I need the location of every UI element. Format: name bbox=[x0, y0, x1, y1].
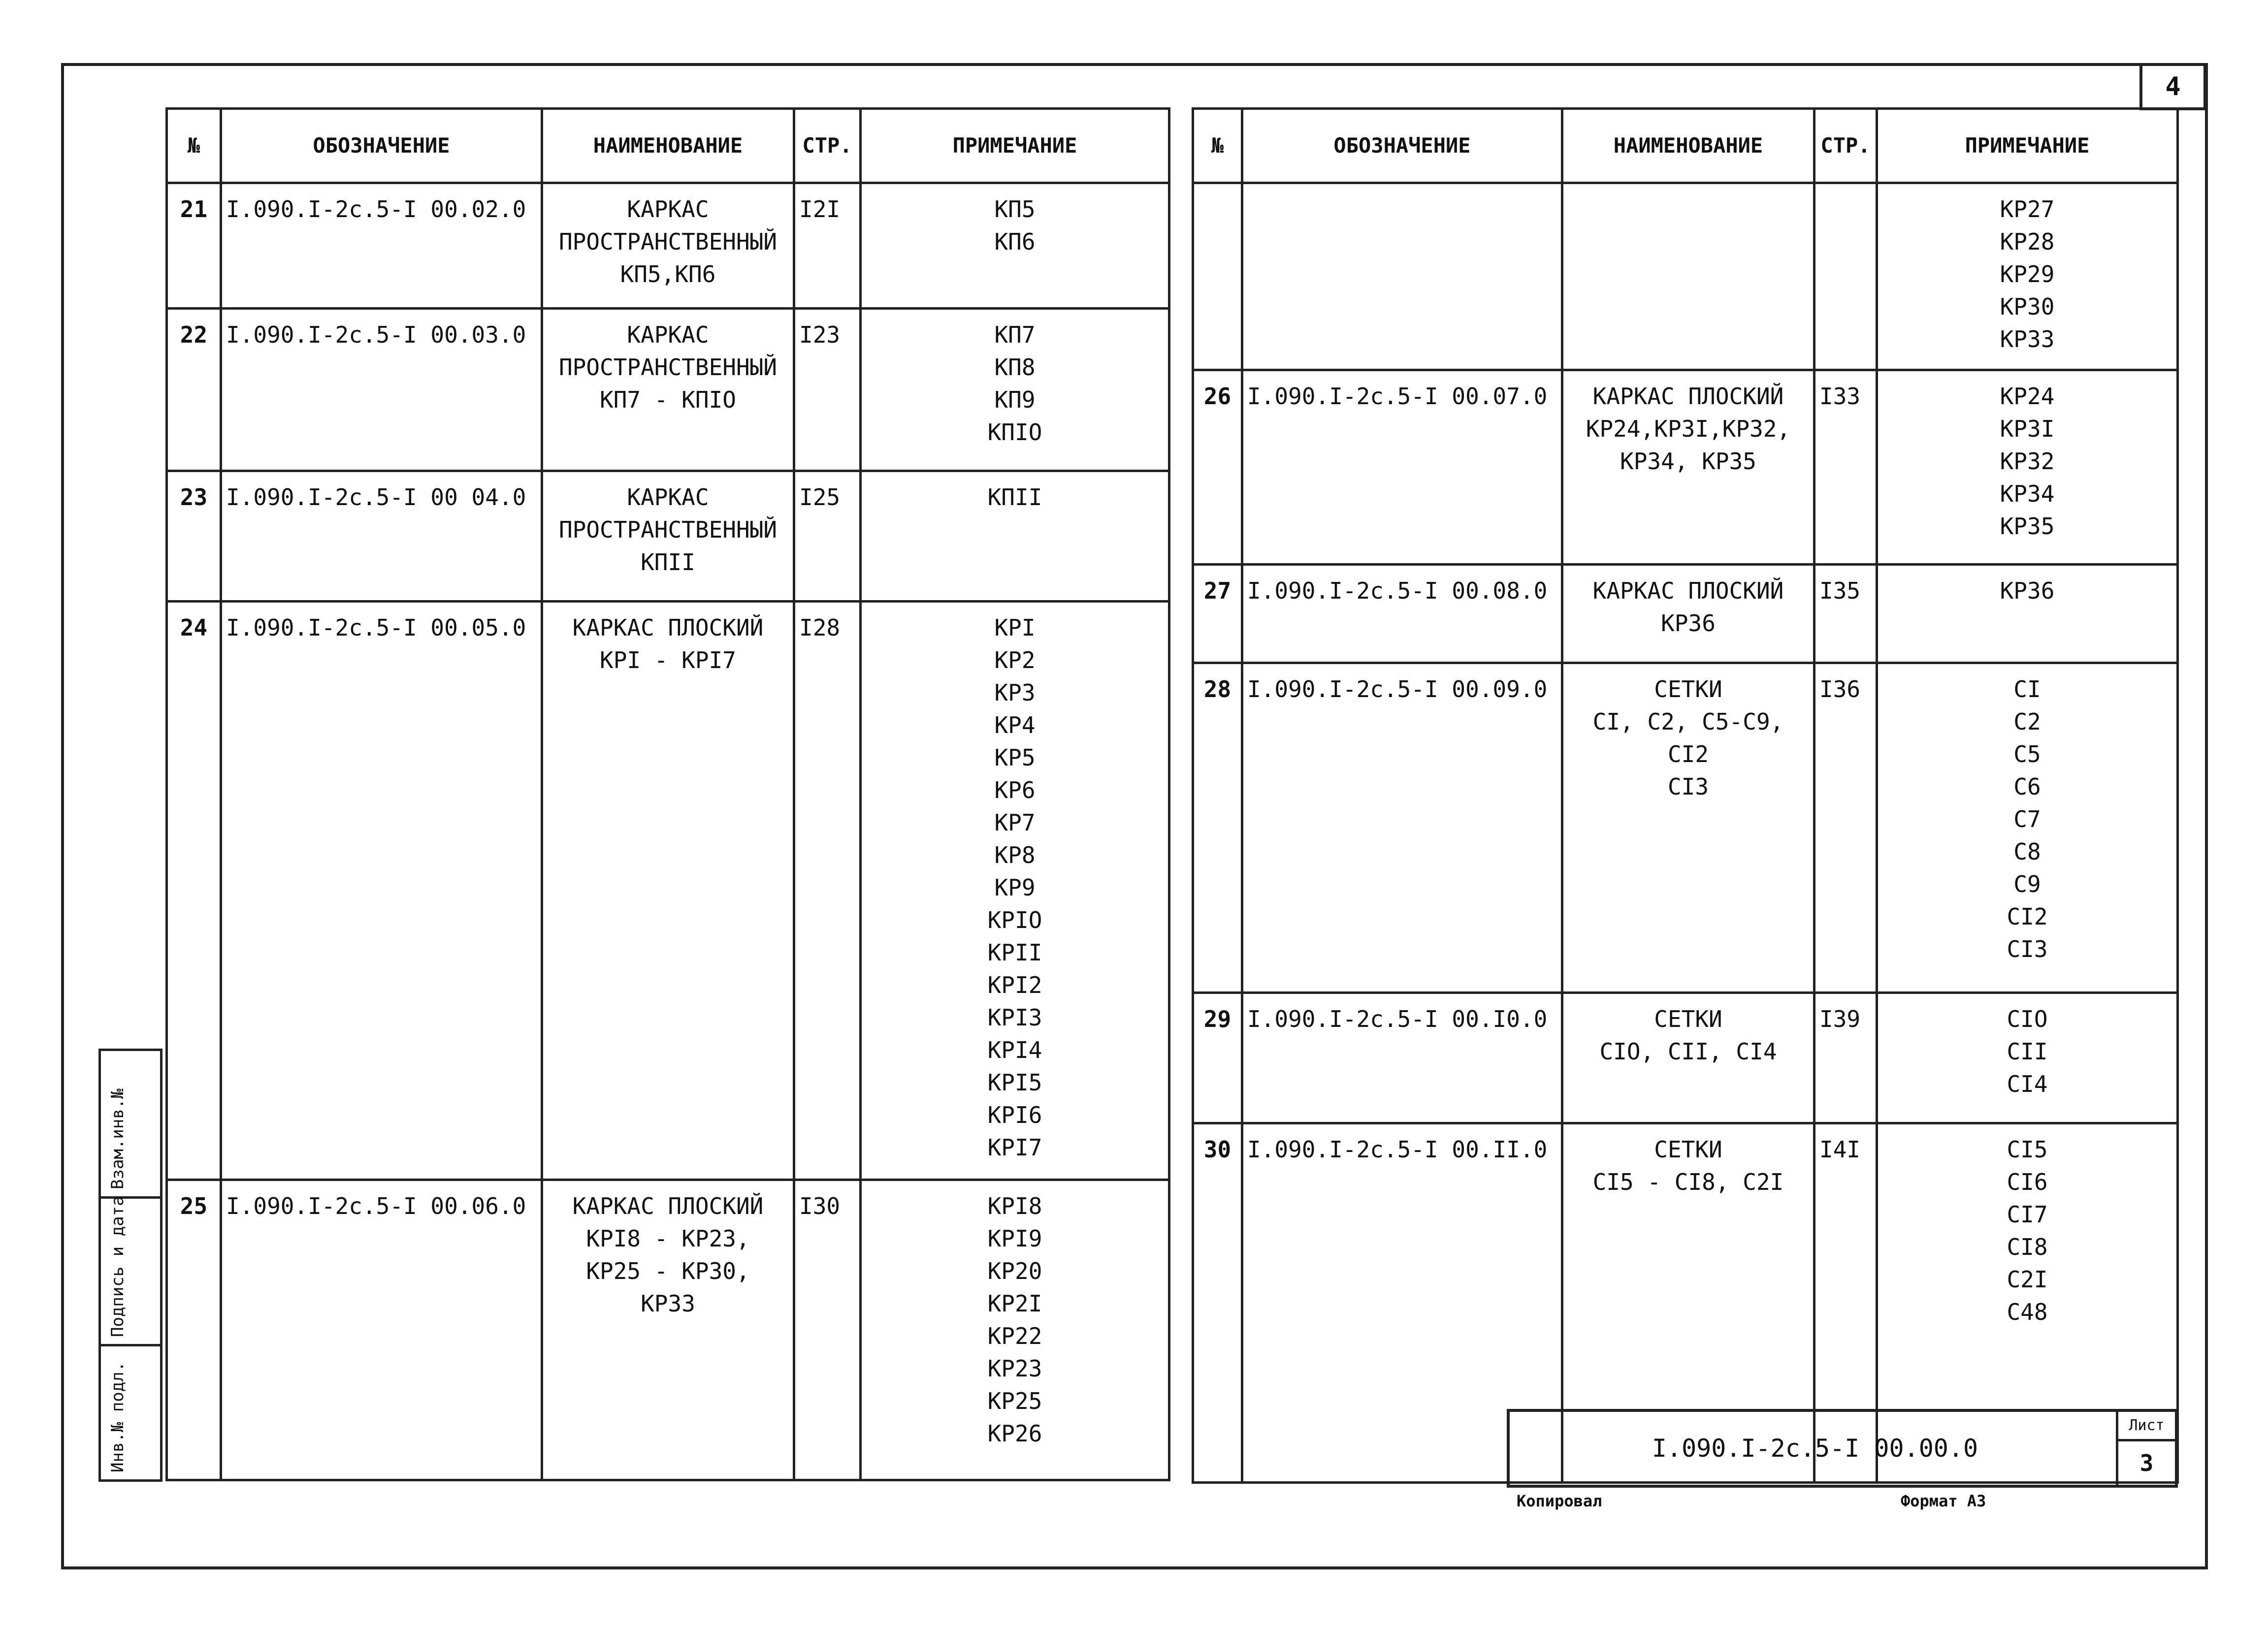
side-stamp-cell bbox=[101, 1346, 160, 1479]
row-name-line: КР36 bbox=[1661, 610, 1716, 637]
row-note-item: КР6 bbox=[994, 777, 1036, 803]
row-number: 28 bbox=[1193, 663, 1242, 993]
row-note-item: КР3 bbox=[994, 679, 1036, 706]
row-note-item: КП6 bbox=[994, 228, 1036, 255]
row-designation: I.090.I-2c.5-I 00.02.0 bbox=[221, 183, 542, 309]
row-name bbox=[1562, 183, 1814, 370]
row-name-line: СI5 - СI8, С2I bbox=[1592, 1169, 1784, 1195]
table-row bbox=[1193, 565, 2178, 663]
row-note-item: КР28 bbox=[2000, 228, 2055, 255]
row-name-line: ПРОСТРАНСТВЕННЫЙ bbox=[558, 228, 778, 255]
row-name-line: СЕТКИ bbox=[1654, 676, 1722, 702]
row-note-item: С8 bbox=[2013, 838, 2041, 865]
row-note-item: КР29 bbox=[2000, 261, 2055, 287]
row-name-line: СЕТКИ bbox=[1654, 1136, 1722, 1163]
table-row bbox=[1193, 993, 2178, 1123]
row-note-item: СI7 bbox=[2007, 1201, 2048, 1228]
row-name-line: СIО, СII, СI4 bbox=[1599, 1038, 1777, 1065]
row-note-item: КР35 bbox=[2000, 513, 2055, 540]
row-notes bbox=[861, 471, 1169, 602]
header-name: НАИМЕНОВАНИЕ bbox=[1562, 109, 1814, 183]
row-note-item: КР8 bbox=[994, 842, 1036, 868]
row-name-line: КР34, КР35 bbox=[1620, 448, 1756, 475]
row-name bbox=[542, 1180, 794, 1480]
row-page: I2I bbox=[794, 183, 861, 309]
row-note-item: С6 bbox=[2013, 773, 2041, 800]
row-number: 25 bbox=[167, 1180, 221, 1480]
row-page: I23 bbox=[794, 309, 861, 471]
row-name-line: ПРОСТРАНСТВЕННЫЙ bbox=[558, 516, 778, 543]
table-row bbox=[1193, 370, 2178, 565]
row-number: 30 bbox=[1193, 1123, 1242, 1483]
row-note-item: КРI4 bbox=[987, 1037, 1042, 1063]
title-block-code: I.090.I-2c.5-I 00.00.0 bbox=[1652, 1434, 1978, 1463]
row-notes bbox=[1877, 663, 2178, 993]
row-note-item: КР9 bbox=[994, 874, 1036, 901]
row-note-item: КРII bbox=[987, 939, 1042, 966]
row-note-item: КПIО bbox=[987, 419, 1042, 446]
row-number: 21 bbox=[167, 183, 221, 309]
row-note-item: КР2I bbox=[987, 1290, 1042, 1317]
row-page: I28 bbox=[794, 602, 861, 1180]
row-page: I39 bbox=[1814, 993, 1877, 1123]
row-note-item: КРI5 bbox=[987, 1069, 1042, 1096]
row-note-item: С7 bbox=[2013, 806, 2041, 832]
row-designation: I.090.I-2c.5-I 00 04.0 bbox=[221, 471, 542, 602]
row-note-item: С9 bbox=[2013, 871, 2041, 897]
row-name bbox=[542, 602, 794, 1180]
row-name bbox=[1562, 993, 1814, 1123]
row-name bbox=[542, 183, 794, 309]
footer-format: Формат А3 bbox=[1901, 1492, 1986, 1510]
row-designation: I.090.I-2c.5-I 00.II.0 bbox=[1242, 1123, 1562, 1483]
row-page: I30 bbox=[794, 1180, 861, 1480]
row-note-item: СIО bbox=[2007, 1006, 2048, 1032]
table-row bbox=[167, 602, 1169, 1180]
row-note-item: СI bbox=[2013, 676, 2041, 702]
row-note-item: КРIО bbox=[987, 907, 1042, 933]
row-notes bbox=[1877, 370, 2178, 565]
row-page: I36 bbox=[1814, 663, 1877, 993]
row-note-item: СII bbox=[2007, 1038, 2048, 1065]
row-note-item: КР3I bbox=[2000, 415, 2055, 442]
title-block bbox=[1507, 1409, 2178, 1488]
row-page: I25 bbox=[794, 471, 861, 602]
row-number: 22 bbox=[167, 309, 221, 471]
row-designation: I.090.I-2c.5-I 00.06.0 bbox=[221, 1180, 542, 1480]
row-notes bbox=[861, 309, 1169, 471]
row-notes bbox=[861, 183, 1169, 309]
row-designation: I.090.I-2c.5-I 00.03.0 bbox=[221, 309, 542, 471]
row-name-line: КП7 - КПIО bbox=[600, 386, 736, 413]
header-note: ПРИМЕЧАНИЕ bbox=[861, 109, 1169, 183]
row-note-item: КРI7 bbox=[987, 1134, 1042, 1161]
row-name-line: КР33 bbox=[641, 1290, 695, 1317]
row-page: I33 bbox=[1814, 370, 1877, 565]
row-designation: I.090.I-2c.5-I 00.08.0 bbox=[1242, 565, 1562, 663]
side-stamp-label: Взам.инв.№ bbox=[108, 1088, 128, 1189]
row-designation: I.090.I-2c.5-I 00.I0.0 bbox=[1242, 993, 1562, 1123]
row-name-line: КР25 - КР30, bbox=[586, 1258, 750, 1284]
row-number bbox=[1193, 183, 1242, 370]
row-page: I35 bbox=[1814, 565, 1877, 663]
row-designation bbox=[1242, 183, 1562, 370]
row-note-item: КР26 bbox=[987, 1420, 1042, 1447]
row-note-item: С2I bbox=[2007, 1266, 2048, 1293]
row-note-item: КР27 bbox=[2000, 196, 2055, 223]
row-note-item: КР33 bbox=[2000, 326, 2055, 352]
table-row bbox=[167, 1180, 1169, 1480]
row-name-line: СЕТКИ bbox=[1654, 1006, 1722, 1032]
row-name bbox=[1562, 663, 1814, 993]
row-page bbox=[1814, 183, 1877, 370]
row-note-item: КП7 bbox=[994, 321, 1036, 348]
side-stamp-label: Инв.№ подл. bbox=[108, 1361, 128, 1472]
row-name-line: КПII bbox=[641, 549, 695, 575]
row-notes bbox=[861, 602, 1169, 1180]
row-note-item: СI3 bbox=[2007, 936, 2048, 962]
row-number: 29 bbox=[1193, 993, 1242, 1123]
row-note-item: КПII bbox=[987, 484, 1042, 511]
row-name-line: СI, С2, С5-С9, СI2 bbox=[1592, 708, 1784, 767]
row-note-item: КП9 bbox=[994, 386, 1036, 413]
footer-copied: Копировал bbox=[1517, 1492, 1602, 1510]
side-stamp bbox=[98, 1049, 162, 1482]
row-note-item: КР4 bbox=[994, 712, 1036, 738]
row-note-item: КР36 bbox=[2000, 577, 2055, 604]
row-name bbox=[1562, 370, 1814, 565]
sheet-number: 4 bbox=[2139, 63, 2206, 110]
list-number: 3 bbox=[2116, 1441, 2175, 1485]
header-name: НАИМЕНОВАНИЕ bbox=[542, 109, 794, 183]
header-num: № bbox=[167, 109, 221, 183]
row-notes bbox=[1877, 183, 2178, 370]
row-note-item: С5 bbox=[2013, 741, 2041, 767]
row-name-line: КРI - КРI7 bbox=[600, 647, 736, 673]
table-header-row bbox=[167, 109, 1169, 183]
row-name-line: КАРКАС ПЛОСКИЙ bbox=[572, 1193, 764, 1219]
header-designation: ОБОЗНАЧЕНИЕ bbox=[221, 109, 542, 183]
row-note-item: КР20 bbox=[987, 1258, 1042, 1284]
row-note-item: КР7 bbox=[994, 809, 1036, 836]
row-note-item: СI8 bbox=[2007, 1234, 2048, 1260]
row-name bbox=[1562, 565, 1814, 663]
right-spec-table bbox=[1192, 107, 2179, 1484]
row-notes bbox=[1877, 993, 2178, 1123]
table-row bbox=[167, 183, 1169, 309]
left-spec-table bbox=[165, 107, 1170, 1481]
row-number: 26 bbox=[1193, 370, 1242, 565]
header-num: № bbox=[1193, 109, 1242, 183]
row-name-line: ПРОСТРАНСТВЕННЫЙ bbox=[558, 354, 778, 381]
row-note-item: С48 bbox=[2007, 1299, 2048, 1325]
row-note-item: КРI8 bbox=[987, 1193, 1042, 1219]
row-note-item: КР25 bbox=[987, 1388, 1042, 1414]
row-page: I4I bbox=[1814, 1123, 1877, 1483]
row-note-item: КР32 bbox=[2000, 448, 2055, 475]
row-name-line: КАРКАС ПЛОСКИЙ bbox=[572, 614, 764, 641]
row-name bbox=[542, 471, 794, 602]
side-stamp-cell bbox=[101, 1196, 160, 1346]
row-number: 27 bbox=[1193, 565, 1242, 663]
row-note-item: КР24 bbox=[2000, 383, 2055, 410]
row-name-line: КАРКАС ПЛОСКИЙ bbox=[1592, 383, 1784, 410]
row-name-line: КАРКАС bbox=[627, 484, 709, 511]
row-note-item: СI2 bbox=[2007, 903, 2048, 930]
row-name-line: КР24,КРЗI,КР32, bbox=[1586, 415, 1791, 442]
side-stamp-label: Подпись и дата bbox=[108, 1196, 128, 1337]
row-note-item: КР30 bbox=[2000, 293, 2055, 320]
row-note-item: КРI2 bbox=[987, 972, 1042, 998]
row-note-item: КП5 bbox=[994, 196, 1036, 223]
row-name-line: КП5,КП6 bbox=[620, 261, 716, 287]
row-number: 23 bbox=[167, 471, 221, 602]
row-number: 24 bbox=[167, 602, 221, 1180]
row-note-item: КП8 bbox=[994, 354, 1036, 381]
row-name-line: СI3 bbox=[1667, 773, 1709, 800]
row-name-line: КАРКАС ПЛОСКИЙ bbox=[1592, 577, 1784, 604]
row-notes bbox=[1877, 565, 2178, 663]
header-page: СТР. bbox=[794, 109, 861, 183]
row-note-item: С2 bbox=[2013, 708, 2041, 735]
header-page: СТР. bbox=[1814, 109, 1877, 183]
row-note-item: СI5 bbox=[2007, 1136, 2048, 1163]
table-row bbox=[1193, 663, 2178, 993]
row-note-item: КРI bbox=[994, 614, 1036, 641]
row-note-item: КРI3 bbox=[987, 1004, 1042, 1031]
row-designation: I.090.I-2c.5-I 00.07.0 bbox=[1242, 370, 1562, 565]
table-header-row bbox=[1193, 109, 2178, 183]
row-name bbox=[542, 309, 794, 471]
row-name-line: КАРКАС bbox=[627, 196, 709, 223]
row-designation: I.090.I-2c.5-I 00.09.0 bbox=[1242, 663, 1562, 993]
row-designation: I.090.I-2c.5-I 00.05.0 bbox=[221, 602, 542, 1180]
header-designation: ОБОЗНАЧЕНИЕ bbox=[1242, 109, 1562, 183]
list-label: Лист bbox=[2116, 1412, 2175, 1441]
table-row bbox=[1193, 183, 2178, 370]
row-note-item: КР22 bbox=[987, 1323, 1042, 1349]
row-note-item: КРI9 bbox=[987, 1225, 1042, 1252]
row-name-line: КАРКАС bbox=[627, 321, 709, 348]
row-note-item: КР2 bbox=[994, 647, 1036, 673]
row-name-line: КРI8 - КР23, bbox=[586, 1225, 750, 1252]
row-note-item: КР5 bbox=[994, 744, 1036, 771]
row-note-item: СI6 bbox=[2007, 1169, 2048, 1195]
table-row bbox=[167, 471, 1169, 602]
header-note: ПРИМЕЧАНИЕ bbox=[1877, 109, 2178, 183]
row-note-item: СI4 bbox=[2007, 1071, 2048, 1097]
row-notes bbox=[861, 1180, 1169, 1480]
side-stamp-cell bbox=[101, 1051, 160, 1199]
table-row bbox=[167, 309, 1169, 471]
row-note-item: КР34 bbox=[2000, 480, 2055, 507]
row-note-item: КРI6 bbox=[987, 1102, 1042, 1128]
row-note-item: КР23 bbox=[987, 1355, 1042, 1382]
